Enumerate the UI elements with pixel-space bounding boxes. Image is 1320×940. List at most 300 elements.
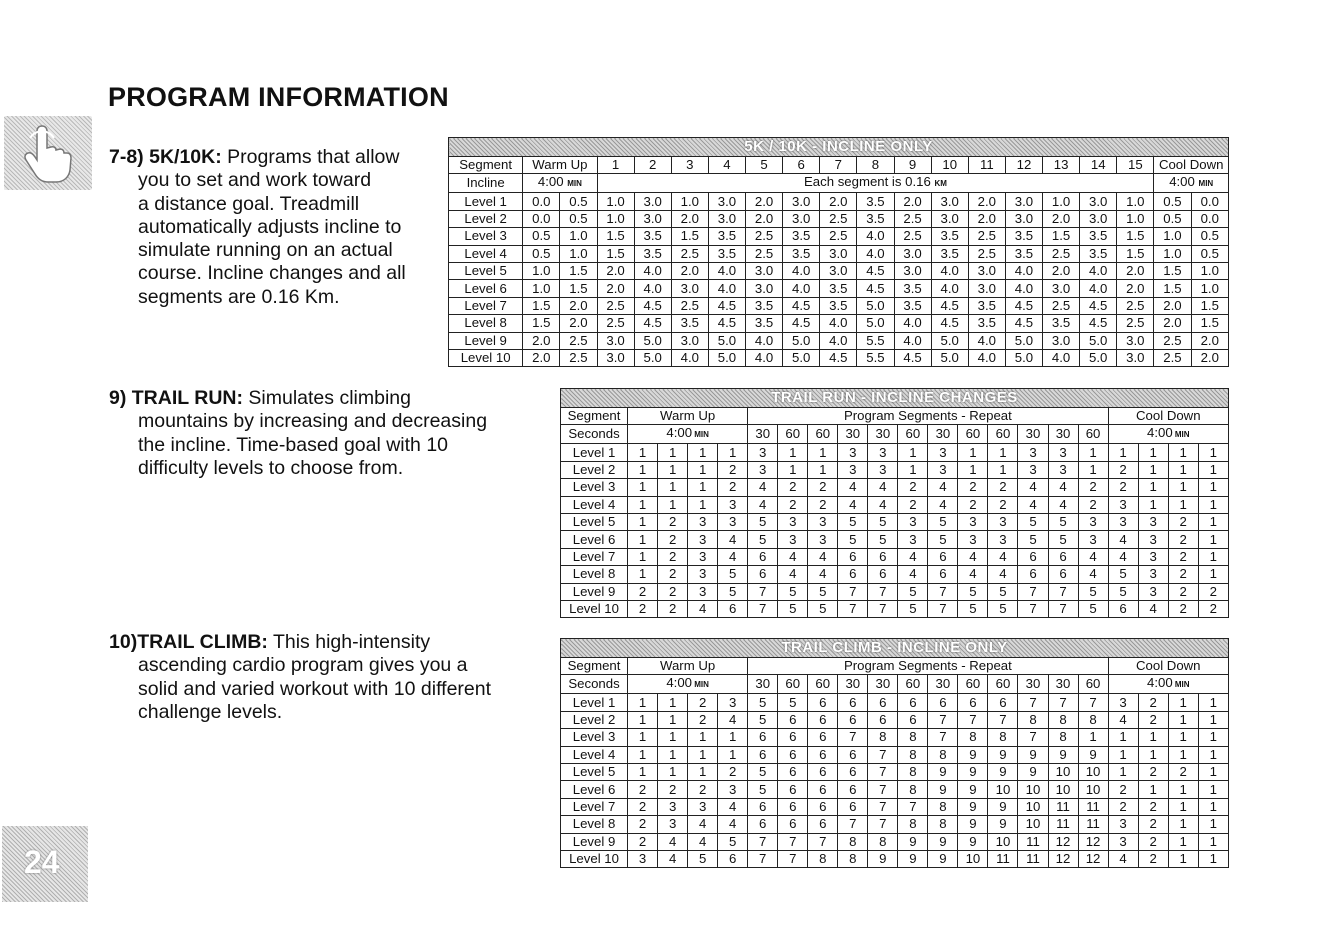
table-cell: 7 bbox=[988, 711, 1018, 728]
table-cell: 4.5 bbox=[820, 349, 857, 366]
table-cell: 4.0 bbox=[1005, 280, 1042, 297]
table-cell: 4 bbox=[1108, 711, 1138, 728]
table-trail-climb bbox=[560, 638, 1229, 868]
table-cell: 3 bbox=[1138, 566, 1168, 583]
table-cell: 4 bbox=[928, 496, 958, 513]
table-cell: 1 bbox=[1198, 444, 1228, 461]
table-cell: 3.0 bbox=[931, 193, 968, 210]
table-cell: 2.0 bbox=[1191, 332, 1228, 349]
table-cell: 5 bbox=[718, 583, 748, 600]
table-cell: 3 bbox=[658, 816, 688, 833]
table-cell: 1 bbox=[1138, 461, 1168, 478]
table-row bbox=[561, 513, 1229, 530]
seconds-cell: 30 bbox=[928, 425, 958, 444]
table-cell: 2.0 bbox=[1043, 262, 1080, 279]
seconds-cell: 30 bbox=[868, 675, 898, 694]
table-cell: 2 bbox=[1198, 600, 1228, 617]
table-row bbox=[561, 600, 1229, 617]
table-cell: 4 bbox=[658, 833, 688, 850]
table-cell: 3.0 bbox=[894, 245, 931, 262]
row-label: Level 2 bbox=[449, 210, 523, 227]
row-label: Level 5 bbox=[561, 763, 628, 780]
table-cell: 10 bbox=[1078, 763, 1108, 780]
table-cell: 5 bbox=[928, 513, 958, 530]
table-cell: 3 bbox=[718, 513, 748, 530]
table-cell: 2.0 bbox=[597, 262, 634, 279]
header-cell: 3 bbox=[671, 157, 708, 174]
table-cell: 1.0 bbox=[597, 193, 634, 210]
table-cell: 7 bbox=[748, 600, 778, 617]
table-cell: 1.0 bbox=[1043, 193, 1080, 210]
table-cell: 2.0 bbox=[671, 262, 708, 279]
table-cell: 1 bbox=[808, 461, 838, 478]
table-cell: 1 bbox=[628, 479, 658, 496]
table-cell: 6 bbox=[898, 694, 928, 711]
table-cell: 5 bbox=[718, 566, 748, 583]
table-trail-run bbox=[560, 388, 1229, 618]
cool-down-time: 4:00 MIN bbox=[1154, 174, 1229, 193]
table-cell: 4.5 bbox=[708, 297, 745, 314]
table-cell: 1 bbox=[1138, 781, 1168, 798]
row-label: Level 1 bbox=[561, 694, 628, 711]
table-row bbox=[561, 444, 1229, 461]
table-cell: 1 bbox=[718, 746, 748, 763]
table-cell: 1 bbox=[658, 746, 688, 763]
table-cell: 3 bbox=[1048, 444, 1078, 461]
table-cell: 3.5 bbox=[857, 210, 894, 227]
table-cell: 8 bbox=[958, 729, 988, 746]
table-cell: 1 bbox=[1168, 479, 1198, 496]
table-cell: 3 bbox=[688, 583, 718, 600]
table-cell: 3 bbox=[688, 548, 718, 565]
row-label: Level 6 bbox=[449, 280, 523, 297]
table-cell: 4 bbox=[688, 600, 718, 617]
table-cell: 8 bbox=[1018, 711, 1048, 728]
table-cell: 1 bbox=[1198, 566, 1228, 583]
table-cell: 4 bbox=[868, 479, 898, 496]
table-cell: 4 bbox=[658, 850, 688, 867]
table-cell: 4 bbox=[988, 548, 1018, 565]
warm-up-time: 4:00 MIN bbox=[523, 174, 597, 193]
table-cell: 2.0 bbox=[746, 210, 783, 227]
table-cell: 6 bbox=[928, 694, 958, 711]
table-cell: 1 bbox=[718, 444, 748, 461]
table-cell: 2.0 bbox=[523, 332, 560, 349]
table-cell: 5 bbox=[748, 763, 778, 780]
table-cell: 3.0 bbox=[597, 349, 634, 366]
table-cell: 3 bbox=[778, 531, 808, 548]
header-warm-up: Warm Up bbox=[628, 658, 748, 675]
table-cell: 3.0 bbox=[1080, 210, 1117, 227]
table-cell: 8 bbox=[988, 729, 1018, 746]
table-cell: 9 bbox=[958, 833, 988, 850]
table-cell: 7 bbox=[898, 798, 928, 815]
header-cell: 10 bbox=[931, 157, 968, 174]
table-cell: 2 bbox=[1108, 479, 1138, 496]
table-cell: 2.5 bbox=[820, 228, 857, 245]
table-cell: 4.0 bbox=[783, 262, 820, 279]
table-cell: 4 bbox=[718, 816, 748, 833]
table-cell: 6 bbox=[808, 729, 838, 746]
seconds-cell: 30 bbox=[838, 425, 868, 444]
table-row bbox=[449, 349, 1229, 366]
table-cell: 8 bbox=[838, 850, 868, 867]
table-cell: 1 bbox=[628, 746, 658, 763]
table-cell: 7 bbox=[1018, 729, 1048, 746]
table-cell: 1.5 bbox=[597, 228, 634, 245]
table-cell: 3 bbox=[1138, 531, 1168, 548]
table-cell: 5 bbox=[958, 600, 988, 617]
table-cell: 6 bbox=[808, 816, 838, 833]
table-cell: 4.0 bbox=[746, 332, 783, 349]
table-cell: 2 bbox=[658, 566, 688, 583]
table-cell: 2 bbox=[658, 583, 688, 600]
table-row bbox=[561, 816, 1229, 833]
table-cell: 6 bbox=[778, 746, 808, 763]
table-cell: 3.5 bbox=[783, 228, 820, 245]
table-cell: 2 bbox=[628, 781, 658, 798]
table-cell: 1 bbox=[688, 763, 718, 780]
table-cell: 2.0 bbox=[894, 193, 931, 210]
table-cell: 0.5 bbox=[1154, 193, 1191, 210]
table-cell: 5 bbox=[718, 833, 748, 850]
seconds-cell: 30 bbox=[1048, 425, 1078, 444]
table-cell: 4 bbox=[808, 566, 838, 583]
seconds-row bbox=[561, 425, 1229, 444]
table-cell: 3 bbox=[1048, 461, 1078, 478]
table-cell: 4.0 bbox=[671, 349, 708, 366]
table-cell: 5.0 bbox=[783, 349, 820, 366]
table-cell: 4.0 bbox=[894, 315, 931, 332]
table-cell: 1 bbox=[778, 444, 808, 461]
row-label: Seconds bbox=[561, 425, 628, 444]
table-cell: 6 bbox=[778, 781, 808, 798]
table-cell: 3.0 bbox=[597, 332, 634, 349]
table-row bbox=[449, 228, 1229, 245]
section-number: 7-8) bbox=[109, 146, 144, 168]
row-label: Level 9 bbox=[449, 332, 523, 349]
table-cell: 1 bbox=[688, 496, 718, 513]
table-cell: 2 bbox=[1138, 816, 1168, 833]
table-cell: 2 bbox=[1168, 513, 1198, 530]
table-cell: 2 bbox=[1168, 566, 1198, 583]
header-cell: 12 bbox=[1005, 157, 1042, 174]
table-cell: 5 bbox=[778, 600, 808, 617]
table-cell: 1 bbox=[1138, 479, 1168, 496]
table-cell: 1 bbox=[1168, 850, 1198, 867]
table-cell: 4 bbox=[1108, 548, 1138, 565]
row-label: Level 1 bbox=[561, 444, 628, 461]
table-cell: 7 bbox=[748, 833, 778, 850]
header-cell: 7 bbox=[820, 157, 857, 174]
table-cell: 6 bbox=[898, 711, 928, 728]
table-cell: 3.0 bbox=[820, 262, 857, 279]
header-cell: 14 bbox=[1080, 157, 1117, 174]
table-cell: 6 bbox=[748, 548, 778, 565]
table-cell: 9 bbox=[1078, 746, 1108, 763]
table-cell: 4.0 bbox=[931, 280, 968, 297]
table-cell: 3 bbox=[1108, 694, 1138, 711]
table-cell: 1 bbox=[688, 444, 718, 461]
table-cell: 6 bbox=[958, 694, 988, 711]
table-cell: 3.0 bbox=[1005, 193, 1042, 210]
table-cell: 1.0 bbox=[671, 193, 708, 210]
row-label: Level 6 bbox=[561, 781, 628, 798]
table-cell: 4.5 bbox=[783, 315, 820, 332]
table-cell: 0.5 bbox=[523, 245, 560, 262]
table-cell: 2 bbox=[718, 461, 748, 478]
table-cell: 6 bbox=[778, 763, 808, 780]
table-cell: 1 bbox=[988, 461, 1018, 478]
warm-up-time: 4:00 MIN bbox=[628, 425, 748, 444]
table-cell: 7 bbox=[1018, 583, 1048, 600]
table-row bbox=[449, 262, 1229, 279]
table-cell: 3 bbox=[1138, 513, 1168, 530]
table-cell: 1 bbox=[1198, 461, 1228, 478]
table-cell: 12 bbox=[1078, 850, 1108, 867]
table-cell: 1 bbox=[898, 444, 928, 461]
table-cell: 11 bbox=[1078, 798, 1108, 815]
table-cell: 5.5 bbox=[857, 332, 894, 349]
table-cell: 4.5 bbox=[1005, 315, 1042, 332]
table-cell: 2.0 bbox=[820, 193, 857, 210]
table-cell: 2.0 bbox=[1117, 280, 1154, 297]
table-cell: 10 bbox=[1048, 781, 1078, 798]
table-cell: 2 bbox=[718, 763, 748, 780]
table-cell: 2.0 bbox=[968, 193, 1005, 210]
table-cell: 2 bbox=[718, 479, 748, 496]
table-cell: 8 bbox=[898, 729, 928, 746]
table-cell: 3 bbox=[1078, 531, 1108, 548]
row-label: Level 2 bbox=[561, 461, 628, 478]
table-cell: 3.5 bbox=[1043, 315, 1080, 332]
section-name: 5K/10K: bbox=[149, 146, 222, 168]
row-label: Level 7 bbox=[561, 798, 628, 815]
seconds-cell: 60 bbox=[808, 675, 838, 694]
table-cell: 6 bbox=[838, 548, 868, 565]
row-label: Level 7 bbox=[449, 297, 523, 314]
table-cell: 3.0 bbox=[968, 262, 1005, 279]
header-cell: Cool Down bbox=[1154, 157, 1229, 174]
table-cell: 1 bbox=[1198, 781, 1228, 798]
table-cell: 0.0 bbox=[523, 210, 560, 227]
table-cell: 6 bbox=[928, 566, 958, 583]
table-cell: 3.5 bbox=[1005, 228, 1042, 245]
table-cell: 2.0 bbox=[1117, 262, 1154, 279]
table-cell: 7 bbox=[958, 711, 988, 728]
table-cell: 3 bbox=[748, 461, 778, 478]
table-cell: 5 bbox=[748, 513, 778, 530]
header-program-segments: Program Segments - Repeat bbox=[748, 658, 1108, 675]
table-cell: 5 bbox=[898, 583, 928, 600]
table-cell: 1.5 bbox=[671, 228, 708, 245]
row-label: Level 3 bbox=[561, 479, 628, 496]
table-cell: 3 bbox=[928, 461, 958, 478]
table-cell: 4.0 bbox=[783, 280, 820, 297]
table-cell: 1 bbox=[1168, 833, 1198, 850]
table-cell: 10 bbox=[1048, 763, 1078, 780]
row-label: Seconds bbox=[561, 675, 628, 694]
table-cell: 1 bbox=[688, 729, 718, 746]
table-cell: 8 bbox=[898, 746, 928, 763]
table-cell: 9 bbox=[988, 798, 1018, 815]
table-row bbox=[449, 297, 1229, 314]
table-cell: 1 bbox=[1198, 711, 1228, 728]
table-cell: 6 bbox=[988, 694, 1018, 711]
table-cell: 1 bbox=[628, 694, 658, 711]
table-cell: 4.5 bbox=[634, 315, 671, 332]
table-cell: 2.0 bbox=[1154, 315, 1191, 332]
table-cell: 4.5 bbox=[783, 297, 820, 314]
table-cell: 3.5 bbox=[634, 245, 671, 262]
table-cell: 4.0 bbox=[1043, 349, 1080, 366]
table-cell: 3 bbox=[988, 513, 1018, 530]
table-cell: 6 bbox=[1108, 600, 1138, 617]
table-cell: 10 bbox=[1018, 781, 1048, 798]
table-cell: 9 bbox=[1048, 746, 1078, 763]
table-cell: 3.0 bbox=[634, 210, 671, 227]
table-cell: 2.5 bbox=[560, 349, 597, 366]
table-cell: 1 bbox=[628, 496, 658, 513]
table-cell: 2 bbox=[628, 833, 658, 850]
table-cell: 7 bbox=[838, 583, 868, 600]
table-cell: 3.0 bbox=[820, 245, 857, 262]
table-cell: 5 bbox=[748, 711, 778, 728]
table-5k10k-incline bbox=[448, 137, 1229, 367]
table-title: 5K / 10K - INCLINE ONLY bbox=[449, 138, 1229, 157]
table-cell: 8 bbox=[838, 833, 868, 850]
table-cell: 0.5 bbox=[1191, 228, 1228, 245]
table-cell: 1 bbox=[628, 566, 658, 583]
table-cell: 3.0 bbox=[1117, 332, 1154, 349]
table-cell: 1.0 bbox=[1154, 245, 1191, 262]
table-cell: 1.5 bbox=[1154, 262, 1191, 279]
table-cell: 4.5 bbox=[1080, 315, 1117, 332]
header-warm-up: Warm Up bbox=[628, 408, 748, 425]
table-cell: 1 bbox=[1168, 496, 1198, 513]
table-cell: 7 bbox=[928, 729, 958, 746]
table-cell: 2 bbox=[778, 479, 808, 496]
table-cell: 2 bbox=[1168, 531, 1198, 548]
table-cell: 5.0 bbox=[708, 349, 745, 366]
table-cell: 3 bbox=[688, 531, 718, 548]
table-cell: 5.0 bbox=[708, 332, 745, 349]
table-cell: 1.0 bbox=[1191, 262, 1228, 279]
table-cell: 9 bbox=[958, 763, 988, 780]
row-label: Level 4 bbox=[449, 245, 523, 262]
table-cell: 3.0 bbox=[931, 210, 968, 227]
table-cell: 3 bbox=[868, 444, 898, 461]
table-cell: 1 bbox=[658, 444, 688, 461]
table-cell: 3 bbox=[808, 531, 838, 548]
table-cell: 9 bbox=[898, 850, 928, 867]
table-cell: 2 bbox=[1108, 781, 1138, 798]
table-cell: 4.0 bbox=[894, 332, 931, 349]
table-cell: 4.5 bbox=[857, 280, 894, 297]
section-name: TRAIL RUN: bbox=[131, 387, 243, 409]
table-cell: 3 bbox=[838, 461, 868, 478]
table-cell: 1 bbox=[1198, 496, 1228, 513]
table-cell: 3.0 bbox=[783, 210, 820, 227]
table-cell: 4 bbox=[748, 479, 778, 496]
table-cell: 3.5 bbox=[708, 245, 745, 262]
table-cell: 6 bbox=[778, 711, 808, 728]
table-cell: 3 bbox=[928, 444, 958, 461]
table-cell: 1 bbox=[1198, 694, 1228, 711]
table-cell: 1 bbox=[1168, 711, 1198, 728]
table-cell: 7 bbox=[838, 729, 868, 746]
table-cell: 2 bbox=[688, 781, 718, 798]
table-cell: 2 bbox=[658, 781, 688, 798]
table-cell: 2.5 bbox=[968, 228, 1005, 245]
table-cell: 1 bbox=[1168, 798, 1198, 815]
table-cell: 6 bbox=[718, 600, 748, 617]
table-cell: 1 bbox=[1198, 479, 1228, 496]
table-cell: 10 bbox=[958, 850, 988, 867]
table-cell: 3 bbox=[1108, 496, 1138, 513]
table-cell: 3.0 bbox=[1043, 332, 1080, 349]
table-cell: 5 bbox=[1078, 583, 1108, 600]
table-cell: 2.5 bbox=[671, 297, 708, 314]
table-cell: 6 bbox=[838, 566, 868, 583]
table-cell: 9 bbox=[988, 763, 1018, 780]
table-cell: 1 bbox=[628, 548, 658, 565]
table-cell: 3.5 bbox=[1080, 228, 1117, 245]
row-label: Level 9 bbox=[561, 583, 628, 600]
table-cell: 2.5 bbox=[894, 228, 931, 245]
table-row bbox=[561, 496, 1229, 513]
table-cell: 7 bbox=[928, 711, 958, 728]
table-cell: 3 bbox=[1108, 816, 1138, 833]
table-cell: 0.5 bbox=[1191, 245, 1228, 262]
table-cell: 3 bbox=[958, 513, 988, 530]
table-cell: 8 bbox=[898, 781, 928, 798]
table-cell: 2 bbox=[1138, 850, 1168, 867]
table-cell: 6 bbox=[868, 694, 898, 711]
table-cell: 9 bbox=[958, 798, 988, 815]
table-cell: 8 bbox=[1048, 729, 1078, 746]
table-cell: 6 bbox=[868, 548, 898, 565]
table-cell: 3.0 bbox=[1080, 193, 1117, 210]
seconds-cell: 60 bbox=[958, 425, 988, 444]
table-cell: 9 bbox=[898, 833, 928, 850]
table-cell: 1 bbox=[658, 461, 688, 478]
table-cell: 1 bbox=[1108, 729, 1138, 746]
table-cell: 1 bbox=[1168, 816, 1198, 833]
table-cell: 5.0 bbox=[931, 349, 968, 366]
table-cell: 2 bbox=[1108, 461, 1138, 478]
table-cell: 3 bbox=[958, 531, 988, 548]
table-cell: 1 bbox=[898, 461, 928, 478]
table-cell: 3 bbox=[688, 566, 718, 583]
table-cell: 1 bbox=[1108, 763, 1138, 780]
table-cell: 5 bbox=[778, 694, 808, 711]
table-cell: 4.0 bbox=[857, 245, 894, 262]
table-cell: 11 bbox=[1018, 833, 1048, 850]
table-cell: 8 bbox=[928, 816, 958, 833]
table-cell: 8 bbox=[868, 729, 898, 746]
table-cell: 1 bbox=[658, 694, 688, 711]
table-cell: 7 bbox=[808, 833, 838, 850]
table-cell: 4 bbox=[688, 833, 718, 850]
table-cell: 1.5 bbox=[1117, 245, 1154, 262]
table-cell: 8 bbox=[898, 816, 928, 833]
table-cell: 2 bbox=[688, 711, 718, 728]
header-cool-down: Cool Down bbox=[1108, 658, 1228, 675]
table-cell: 6 bbox=[778, 729, 808, 746]
table-cell: 2.5 bbox=[597, 297, 634, 314]
table-cell: 1 bbox=[1198, 833, 1228, 850]
